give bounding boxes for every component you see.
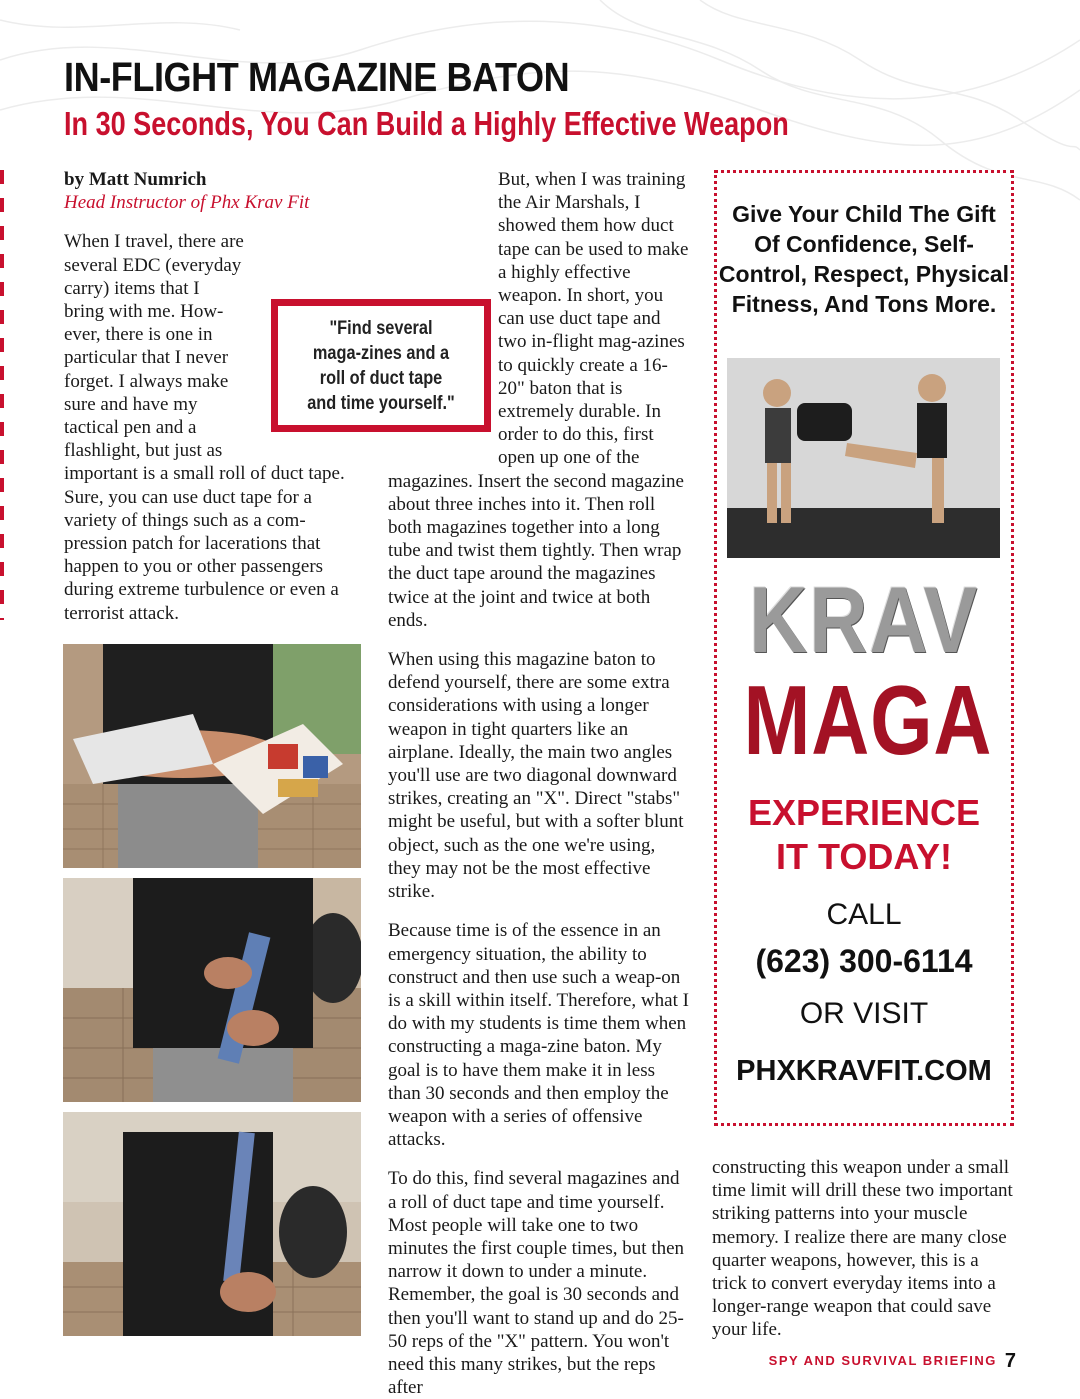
- byline: by Matt Numrich: [64, 169, 207, 190]
- photo-finished-baton: [63, 1112, 361, 1336]
- left-margin-marker: [0, 170, 4, 620]
- ad-phone-number: (623) 300-6114: [755, 943, 973, 979]
- article-subtitle: In 30 Seconds, You Can Build a Highly Effective Weapon: [64, 105, 789, 142]
- column-2-paragraph: To do this, find several magazines and a roll of duct tape and time yourself. Most people will take one to two minutes the first couple times, but then narrow it down to under a minute. Remember, the goal is 30 seconds and then you'll want to stand up and do 25-50 reps of the "X" pattern. You won't need this many strikes, but the reps after: [388, 1168, 685, 1399]
- ad-photo-kids-training: [727, 358, 1000, 558]
- ad-brand-krav: KRAV: [749, 567, 979, 672]
- ad-cta-line-1: EXPERIENCE: [747, 792, 981, 833]
- photo-open-magazines: [63, 644, 361, 868]
- ad-call-to-action: [717, 791, 1011, 879]
- author-role: Head Instructor of Phx Krav Fit: [64, 192, 310, 214]
- page-number: 7: [1004, 1350, 1016, 1372]
- ad-website: PHXKRAVFIT.COM: [736, 1055, 992, 1087]
- photo-rolling-magazines: [63, 878, 361, 1102]
- column-2-paragraph: When using this magazine baton to defend yourself, there are some extra considerations with using a longer weapon in tight quarters like an airplane. Ideally, the main two angles you'll use are two diagonal downward strikes, creating an "X". Direct "stabs" might be useful, but with a softer blunt object, such as the one we're using, they may not be the most effective strike.: [388, 649, 684, 903]
- pull-quote-spacer: [388, 284, 498, 466]
- pull-quote-text: "Find several maga-zines and a roll of duct tape and time yourself.": [307, 317, 455, 414]
- article-title: IN-FLIGHT MAGAZINE BATON: [64, 54, 570, 100]
- column-2-paragraph: Because time is of the essence in an emergency situation, the ability to construct and then use such a weap-on is a skill within itself. Therefore, what I do with my students is time them when constructing a maga-zine baton. My goal is to have them make it in less than 30 seconds and then employ the weapon with a series of offensive attacks.: [388, 920, 689, 1151]
- page-footer: [769, 1350, 1016, 1373]
- column-1-paragraph: When I travel, there are several EDC (everyday carry) items that I bring with me. How-ever, there is one in particular that I never forget. I always make sure and have my tactical pen and a flashlight, but just as important is a small roll of duct tape. Sure, you can use duct tape for a variety of things such as a com-pression patch for lacerations that happen to you or other passengers during extreme turbulence or even a terrorist attack.: [64, 231, 345, 624]
- column-2-paragraph: But, when I was training the Air Marshals, I showed them how duct tape can be used to make a highly effective weapon. In short, you can use duct tape and two in-flight mag-azines to quickly create a 16-20" baton that is extremely durable. In order to do this, first open up one of the magazines. Insert the second magazine about three inches into it. Then roll both magazines together into a long tube and twist them tightly. Then wrap the duct tape around the magazines twice at the joint and twice at both ends.: [388, 169, 689, 631]
- column-3-paragraph: constructing this weapon under a small time limit will drill these two important striking patterns into your muscle memory. I realize there are many close quarter weapons, however, this is a trick to convert everyday items into a longer-range weapon that could save your life.: [712, 1157, 1013, 1341]
- publication-name: SPY AND SURVIVAL BRIEFING: [768, 1353, 997, 1368]
- ad-cta-line-2: IT TODAY!: [775, 836, 953, 877]
- ad-or-visit-label: OR VISIT: [799, 997, 929, 1030]
- ad-call-label: CALL: [826, 898, 902, 931]
- ad-headline: Give Your Child The Gift Of Confidence, Self-Control, Respect, Physical Fitness, And Tons More.: [718, 201, 1010, 317]
- ad-brand-maga: MAGA: [743, 665, 993, 775]
- column-2: [388, 168, 692, 1399]
- column-3: [712, 1156, 1018, 1342]
- krav-maga-advertisement: [714, 170, 1014, 1126]
